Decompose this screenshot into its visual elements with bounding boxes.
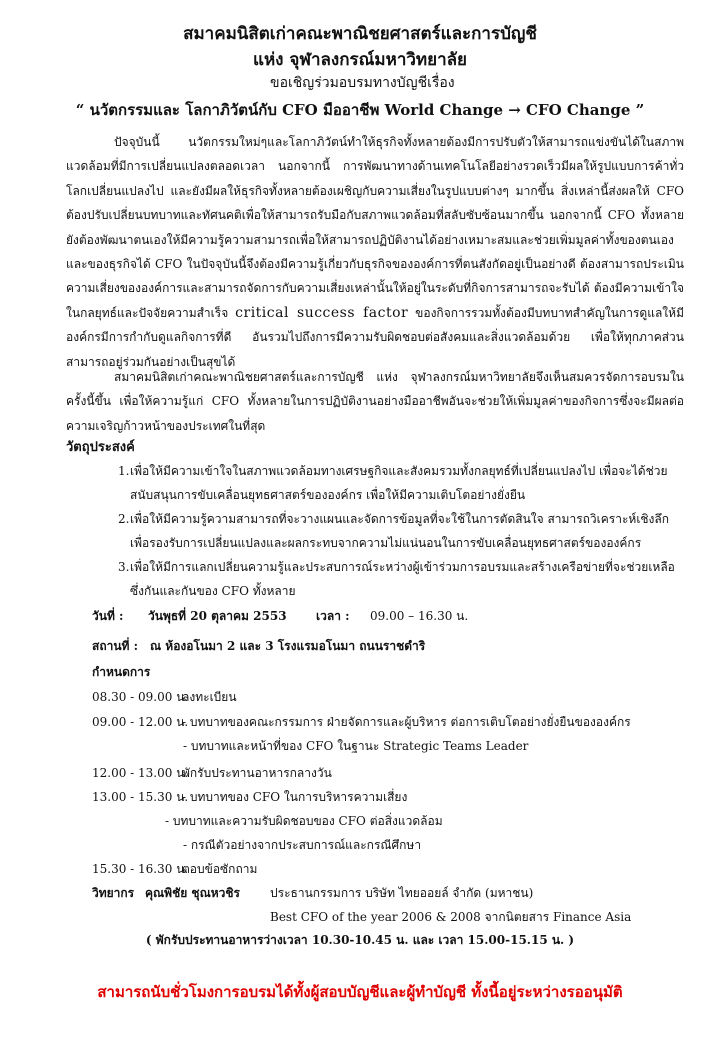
break-note: ( พักรับประทานอาหารว่างเวลา 10.30-10.45 น. และ เวลา 15.00-15.15 น. ) [145,933,575,947]
objective-text: เพื่อให้มีการแลกเปลี่ยนความรู้และประสบการณ์ระหว่างผู้เข้าร่วมการอบรมและสร้างเครือข่ายที่จะช่วยเหลือซึ่งกันและกันของ CFO ทั้งหลาย [130,560,675,598]
intro-text-b: ของกิจการรวมทั้งต้องมีบทบาทสำคัญในการดูแลให้มีองค์กรมีการกำกับดูแลกิจการที่ดี อันรวมไปถึงการมีความรับผิดชอบต่อสังคมและสิ่งแวดล้อมด้วย เพื่อให้ทุกภาคส่วนสามารถอยู่ร่วมกันอย่างเป็นสุขได้ [66,305,684,369]
schedule-time: 13.00 - 15.30 น. [92,790,189,804]
venue-value: ณ ห้องอโนมา 2 และ 3 โรงแรมอโนมา ถนนราชดำริ [150,639,426,653]
invitation-line: ขอเชิญร่วมอบรมทางบัญชีเรื่อง [270,75,455,91]
schedule-item: - บทบาทของ CFO ในการบริหารความเสี่ยง [182,790,408,804]
schedule-time: 08.30 - 09.00 น. [92,690,189,704]
course-topic: “ นวัตกรรมและ โลกาภิวัตน์กับ CFO มืออาชีพ World Change → CFO Change ” [75,101,645,119]
speaker-role: ประธานกรรมการ บริษัท ไทยออยล์ จำกัด (มหาชน) [270,886,534,900]
cpa-hours-note: สามารถนับชั่วโมงการอบรมได้ทั้งผู้สอบบัญชีและผู้ทำบัญชี ทั้งนี้อยู่ระหว่างรออนุมัติ [97,983,623,1001]
intro-text-p2: สมาคมนิสิตเก่าคณะพาณิชยศาสตร์และการบัญชี แห่ง จุฬาลงกรณ์มหาวิทยาลัยจึงเห็นสมควรจัดการอบรมในครั้งนี้ขึ้น เพื่อให้ความรู้แก่ CFO ทั้งหลายในการปฏิบัติงานอย่างมืออาชีพอันจะช่วยให้เพิ่มมูลค่าของกิจการซึ่งจะมีผลต่อความเจริญก้าวหน้าของประเทศในที่สุด [66,370,684,433]
schedule-item: - บทบาทและหน้าที่ของ CFO ในฐานะ Strategic Teams Leader [183,739,529,753]
org-title-line1: สมาคมนิสิตเก่าคณะพาณิชยศาสตร์และการบัญชี [183,24,537,44]
speaker-name: คุณพิชัย ชุณหวชิร [145,886,240,900]
venue-label: สถานที่ : [92,639,139,653]
schedule-item: ลงทะเบียน [182,690,237,704]
schedule-time: 12.00 - 13.00 น. [92,766,189,780]
schedule-heading: กำหนดการ [92,665,151,679]
schedule-item: - กรณีตัวอย่างจากประสบการณ์และกรณีศึกษา [183,838,422,852]
time-value: 09.00 – 16.30 น. [370,609,469,623]
intro-text-a: ปัจจุบันนี้ นวัตกรรมใหม่ๆและโลกาภิวัตน์ทำให้ธุรกิจทั้งหลายต้องมีการปรับตัวให้สามารถแข่งขันได้ในสภาพ แวดล้อมที่มีการเปลี่ยนแปลงตลอดเวลา นอกจากนี้ การพัฒนาทางด้านเทคโนโลยีอย่างรวดเร็วมีผลให้รูปแบบการค้าทั่วโลกเปลี่ยนแปลงไป และยังมีผลให้ธุรกิจทั้งหลายต้องเผชิญกับความเสี่ยงในรูปแบบต่างๆ มากขึ้น สิ่งเหล่านี้ส่งผลให้ CFO ต้องปรับเปลี่ยนบทบาทและทัศนคติเพื่อให้สามารถรับมือกับสภาพแวดล้อมที่สลับซับซ้อนมากขึ้น นอกจากนี้ CFO ทั้งหลายยังต้องพัฒนาตนเองให้มีความรู้ความสามารถเพื่อให้สามารถปฏิบัติงานได้อย่างเหมาะสมและช่วยเพิ่มมูลค่าทั้งของตนเองและของธุรกิจได้ CFO ในปัจจุบันนี้จึงต้องมีความรู้เกี่ยวกับธุรกิจขององค์การที่ตนสังกัดอยู่เป็นอย่างดี ต้องสามารถประเมินความเสี่ยงขององค์การและสามารถจัดการกับความเสี่ยงเหล่านั้นให้อยู่ในระดับที่กิจการสามารถจะรับได้ ต้องมีความเข้าใจในกลยุทธ์และปัจจัยความสำเร็จ [66,135,684,320]
schedule-item: พักรับประทานอาหารกลางวัน [182,766,332,780]
schedule-item: - บทบาทและความรับผิดชอบของ CFO ต่อสิ่งแวดล้อม [165,814,443,828]
objective-item [118,460,688,507]
schedule-item: - บทบาทของคณะกรรมการ ฝ่ายจัดการและผู้บริหาร ต่อการเติบโตอย่างยั่งยืนขององค์กร [182,715,631,729]
intro-paragraph-2 [66,365,684,438]
objective-item [118,556,688,603]
objective-number: 3. [118,560,130,574]
schedule-time: 15.30 - 16.30 น. [92,862,189,876]
time-label: เวลา : [316,609,350,623]
schedule-item: ตอบข้อซักถาม [182,862,258,876]
speaker-award: Best CFO of the year 2006 & 2008 จากนิตยสาร Finance Asia [270,910,632,924]
date-label: วันที่ : [92,609,124,623]
objective-text: เพื่อให้มีความรู้ความสามารถที่จะวางแผนและจัดการข้อมูลที่จะใช้ในการตัดสินใจ สามารถวิเคราะห์เชิงลึกเพื่อรองรับการเปลี่ยนแปลงและผลกระทบจากความไม่แน่นอนในการขับเคลื่อนยุทธศาสตร์ขององค์กร [130,512,670,550]
schedule-time: 09.00 - 12.00 น. [92,715,189,729]
objective-text: เพื่อให้มีความเข้าใจในสภาพแวดล้อมทางเศรษฐกิจและสังคมรวมทั้งกลยุทธ์ที่เปลี่ยนแปลงไป เพื่อจะได้ช่วยสนับสนุนการขับเคลื่อนยุทธศาสตร์ขององค์กร เพื่อให้มีความเติบโตอย่างยั่งยืน [130,464,668,502]
intro-text-en: critical success factor [235,304,409,321]
org-title-line2: แห่ง จุฬาลงกรณ์มหาวิทยาลัย [252,50,468,70]
objective-item [118,508,688,555]
objective-number: 1. [118,464,130,478]
objectives-heading: วัตถุประสงค์ [66,440,135,455]
objective-number: 2. [118,512,130,526]
date-value: วันพุธที่ 20 ตุลาคม 2553 [148,609,287,623]
speaker-label: วิทยากร [92,886,135,900]
intro-paragraph-1 [66,130,684,374]
